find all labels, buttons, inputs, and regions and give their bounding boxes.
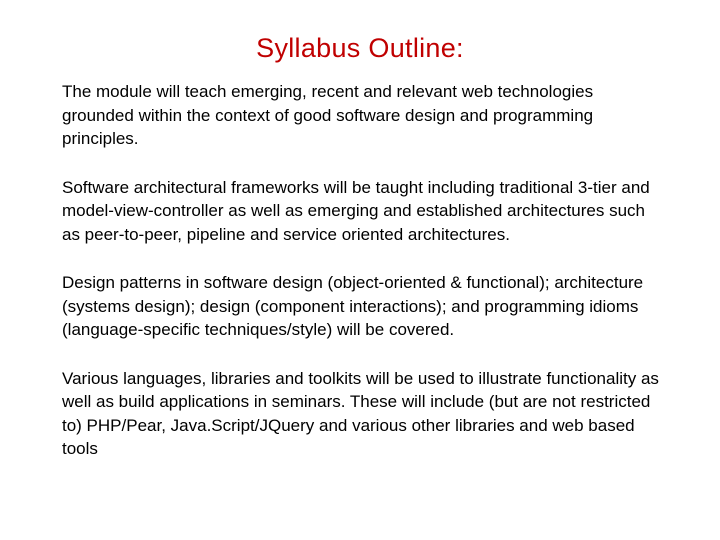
slide-body [62, 80, 662, 486]
paragraph-frameworks: Software architectural frameworks will be taught including traditional 3-tier and model-view-controller as well as emerging and established architectures such as peer-to-peer, pipeline and service oriented architectures. [62, 177, 650, 244]
slide-title: Syllabus Outline: [256, 33, 464, 63]
paragraph-intro: The module will teach emerging, recent and relevant web technologies grounded within the context of good software design and programming principles. [62, 82, 594, 148]
paragraph-languages: Various languages, libraries and toolkits will be used to illustrate functionality as well as build applications in seminars. These will include (but are not restricted to) PHP/Pear, Java.Script/JQuery and various other libraries and web based tools [62, 368, 659, 458]
paragraph-design-patterns: Design patterns in software design (object-oriented & functional); architecture (systems design); design (component interactions); and programming idioms (language-specific techniques/style) will be covered. [62, 273, 644, 339]
